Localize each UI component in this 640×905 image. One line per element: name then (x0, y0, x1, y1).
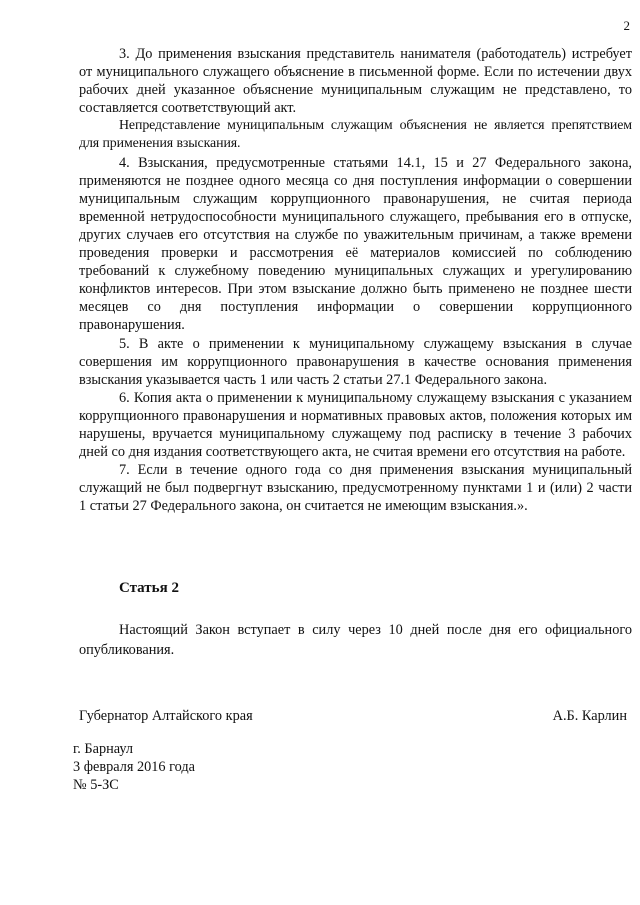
paragraph-4: 4. Взыскания, предусмотренные статьями 14.1, 15 и 27 Федерального закона, применяются не позднее одного месяца со дня поступления информации о совершении муниципальным служащим коррупционного правонарушения, не считая периода временной нетрудоспособности муниципального служащего, пребывания его в отпуске, других случаев его отсутствия на службе по уважительным причинам, а также времени проведения проверки и рассмотрения её материалов комиссией по соблюдению требований к служебному поведению муниципальных служащих и урегулированию конфликтов интересов. При этом взыскание должно быть применено не позднее шести месяцев со дня поступления информации о совершении коррупционного правонарушения. (79, 154, 632, 334)
page-number: 2 (623, 18, 630, 33)
law-number: № 5-ЗС (73, 777, 119, 793)
city: г. Барнаул (73, 741, 134, 757)
paragraph-3: 3. До применения взыскания представитель нанимателя (работодатель) истребует от муниципального служащего объяснение в письменной форме. Если по истечении двух рабочих дней указанное объяснение муниципальным служащим не представлено, то составляется соответствующий акт. (79, 46, 632, 117)
paragraph-6: 6. Копия акта о применении к муниципальному служащему взыскания с указанием коррупционного правонарушения и нормативных правовых актов, положения которых им нарушены, вручается муниципальному служащему под расписку в течение 3 рабочих дней со дня издания соответствующего акта, не считая времени его отсутствия на работе. (79, 389, 632, 461)
article-2-text: Настоящий Закон вступает в силу через 10 дней после дня его официального опубликования. (79, 622, 632, 658)
signatory-title: Губернатор Алтайского края (79, 708, 253, 724)
paragraph-7: 7. Если в течение одного года со дня применения взыскания муниципальный служащий не был подвергнут взысканию, предусмотренному пунктами 1 и (или) 2 части 1 статьи 27 Федерального закона, он считается не имеющим взыскания.». (79, 462, 632, 515)
signatory-name: А.Б. Карлин (552, 708, 627, 724)
signature-block (79, 708, 627, 725)
place-date-block (73, 740, 195, 794)
article-heading: Статья 2 (119, 580, 179, 596)
paragraph-5: 5. В акте о применении к муниципальному служащему взыскания в случае совершения им коррупционного правонарушения в качестве основания применения взыскания указывается часть 1 или часть 2 статьи 27.1 Федерального закона. (79, 335, 632, 388)
law-text-body (79, 45, 632, 515)
law-date: 3 февраля 2016 года (73, 759, 196, 775)
paragraph-3-continuation: Непредставление муниципальным служащим объяснения не является препятствием для применения взыскания. (79, 118, 632, 152)
